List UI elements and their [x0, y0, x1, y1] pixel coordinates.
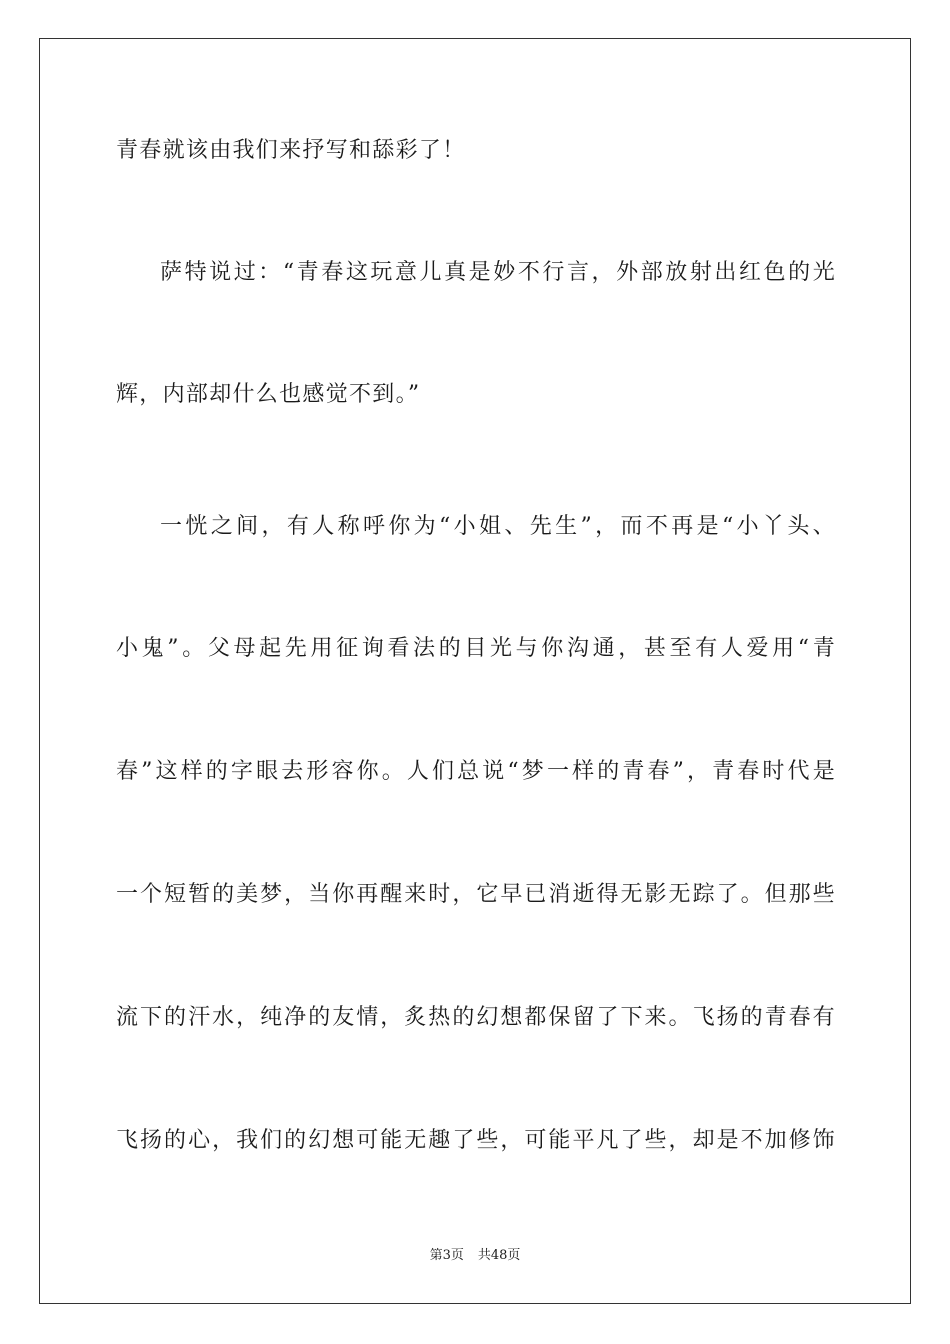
text-line: 辉，内部却什么也感觉不到。”: [116, 382, 421, 407]
text-line: 青春就该由我们来抒写和舔彩了！: [116, 138, 466, 163]
page-number: 第3页: [429, 1248, 464, 1263]
text-line: 一恍之间，有人称呼你为“小姐、先生”，而不再是“小丫头、: [160, 514, 836, 539]
text-line: 一个短暂的美梦，当你再醒来时，它早已消逝得无影无踪了。但那些: [116, 882, 836, 907]
text-line: 春”这样的字眼去形容你。人们总说“梦一样的青春”，青春时代是: [116, 759, 836, 784]
text-line: 小鬼”。父母起先用征询看法的目光与你沟通，甚至有人爱用“青: [116, 636, 836, 661]
page-total: 共48页: [477, 1248, 521, 1263]
text-line: 飞扬的心，我们的幻想可能无趣了些，可能平凡了些，却是不加修饰: [116, 1128, 836, 1153]
text-line: 流下的汗水，纯净的友情，炙热的幻想都保留了下来。飞扬的青春有: [116, 1005, 836, 1030]
text-line: 萨特说过：“青春这玩意儿真是妙不行言，外部放射出红色的光: [160, 260, 836, 285]
page-footer: [0, 1247, 950, 1265]
page-border: [39, 38, 911, 1304]
